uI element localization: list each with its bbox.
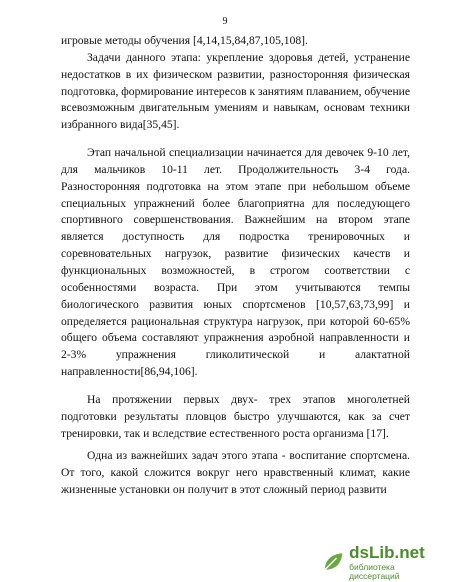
page-number: 9 [222,16,228,27]
watermark[interactable] [322,544,444,580]
body-text [61,33,410,499]
watermark-brand: dsLib.net [349,543,425,562]
paragraph-5: Одна из важнейших задач этого этапа - воспитание спортсмена. От того, какой сложится вокруг него нравственный климат, какие жизненные установки он получит в этот сложный период развити [61,449,410,497]
watermark-subtitle: библиотека диссертаций [349,562,400,581]
book-leaf-icon [322,550,345,574]
paragraph-3: Этап начальной специализации начинается для девочек 9-10 лет, для мальчиков 10-11 лет. Продолжительность 3-4 года. Разносторонняя подготовка на этом этапе при небольшом объеме специальных упражнений более благоприятна для последующего спортивного совершенствования. Важнейшим на втором этапе является доступность для подростка тренировочных и соревновательных нагрузок, развитие физических качеств и функциональных возможностей, в строгом соответствии с особенностями возраста. При этом учитываются темпы биологического развития юных спортсменов [10,57,63,73,99] и определяется рациональная структура нагрузок, при которой 60-65% общего объема составляют упражнения аэробной направленности и 2-3% упражнения гликолитической и алактатной направленности[86,94,106]. [61,146,410,379]
paragraph-4: На протяжении первых двух- трех этапов многолетней подготовки результаты пловцов быстро улучшаются, как за счет тренировки, так и вследствие естественного роста организма [17]. [61,392,410,440]
paragraph-2: Задачи данного этапа: укрепление здоровья детей, устранение недостатков в их физическом развитии, разносторонняя физическая подготовка, формирование интересов к занятиям плаванием, обучение всевозможным двигательным умениям и навыкам, основам техники избранного вида[35,45]. [61,50,410,132]
watermark-text [349,544,444,580]
paragraph-1: игровые методы обучения [4,14,15,84,87,105,108]. [61,34,308,47]
